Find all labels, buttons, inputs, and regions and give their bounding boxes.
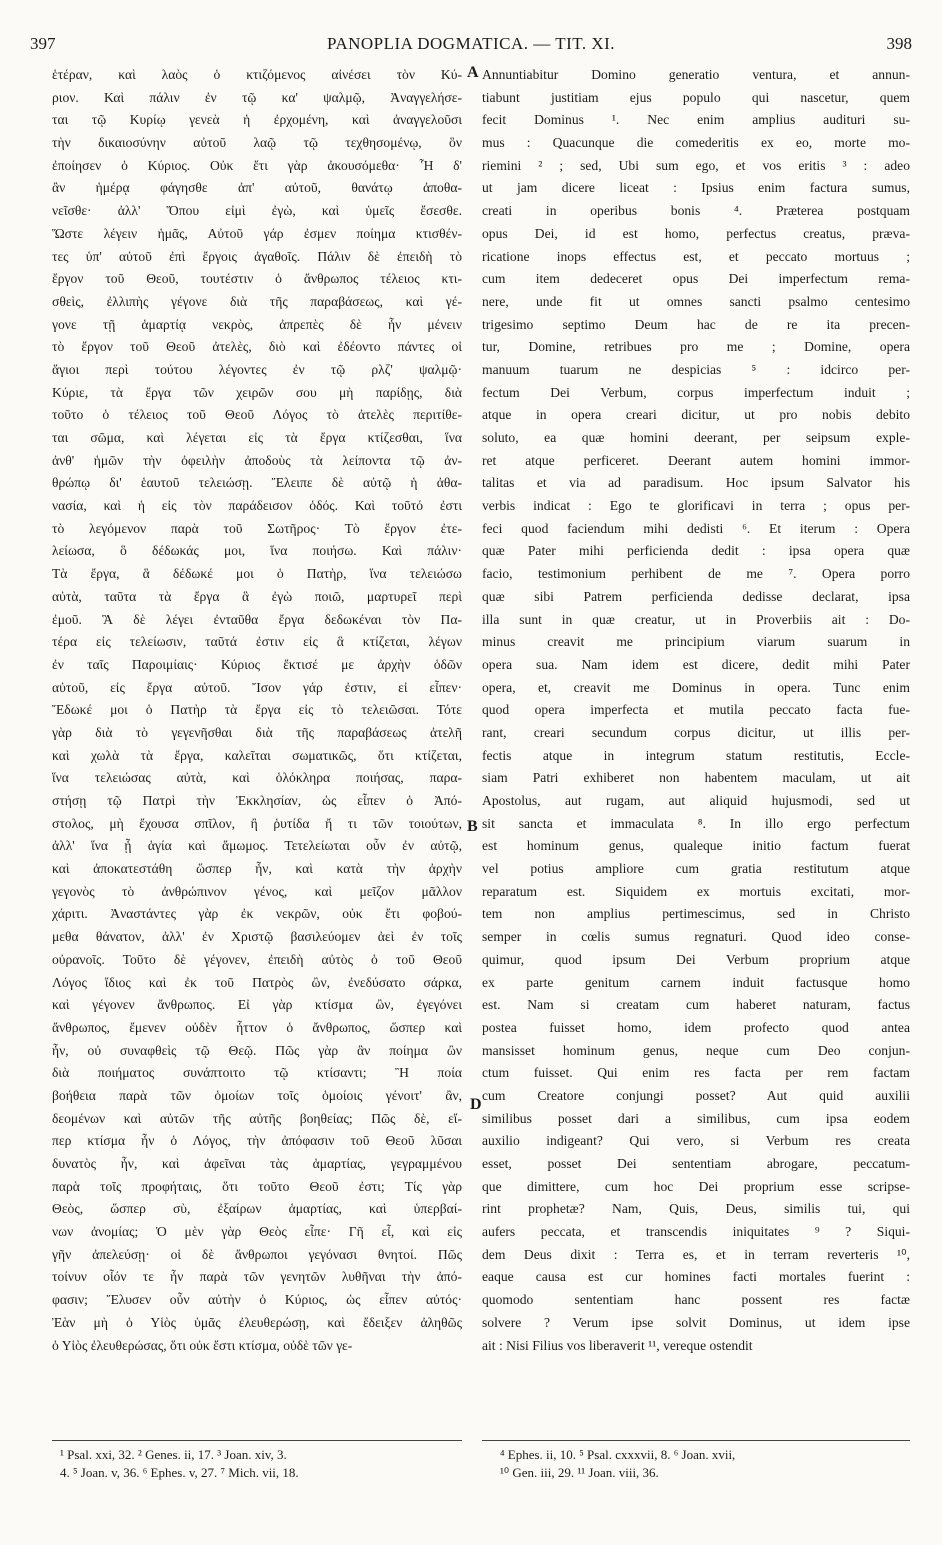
page-number-right: 398 — [886, 34, 912, 53]
greek-text-line: Τὰ ἔργα, ἃ δέδωκέ μοι ὁ Πατὴρ, ἵνα τελειώσω — [52, 566, 462, 582]
latin-text-line: similibus posset dari a similibus, cum ipsa eodem — [482, 1110, 910, 1126]
column-marker-a: A — [467, 64, 479, 81]
greek-text-line: γονε τῇ ἁμαρτίᾳ νεκρὸς, ἀπρεπὲς δὲ ἦν μένειν — [52, 316, 462, 332]
greek-text-line: παρὰ τοῖς προφήταις, ὅτι τοῦτο Θεοῦ ἐστι; Τίς γὰρ — [52, 1178, 462, 1194]
greek-text-line: νασία, καὶ ἡ εἰς τὸν παράδεισον ὁδός. Καὶ τοῦτό ἐστι — [52, 498, 462, 514]
greek-text-line: Θεὸς, ὥσπερ σὺ, ἐξαίρων ἁμαρτίας, καὶ ὑπερβαί- — [52, 1201, 462, 1217]
greek-text-line: γῆν ἀπελεύσῃ· οἱ δὲ ἄνθρωποι γεγόνασι θνητοί. Πῶς — [52, 1246, 462, 1262]
greek-text-line: στολος, μὴ ἔχουσα σπῖλον, ἢ ῥυτίδα ἤ τι τῶν τοιούτων, — [52, 815, 462, 831]
greek-text-line: νεῖσθε· ἀλλ' Ὅπου εἰμὶ ἐγὼ, καὶ ὑμεῖς ἔσεσθε. — [52, 203, 462, 219]
latin-text-line: opera, et, creavit me Dominus in opera. Tunc enim — [482, 679, 910, 695]
greek-text-line: θρώπῳ δι' ἑαυτοῦ τελειώσῃ. Ἔλειπε δὲ αὐτῷ ἡ ἀθα- — [52, 475, 462, 491]
greek-text-line: Ὥστε λέγειν ἡμᾶς, Αὐτοῦ γάρ ἐσμεν ποίημα κτισθέν- — [52, 225, 462, 241]
latin-text-line: ut jam dicere liceat : Ipsius enim factura sumus, — [482, 180, 910, 196]
greek-text-line: ριον. Καὶ πάλιν ἐν τῷ κα' ψαλμῷ, Ἀναγγελήσε- — [52, 89, 462, 105]
latin-text-line: semper in cœlis sumus regnaturi. Quod ideo conse- — [482, 929, 910, 945]
footnotes-left — [60, 1446, 460, 1482]
greek-text-line: βοήθεια παρὰ τῶν ὁμοίων τοῖς ὁμοίοις γένοιτ' ἂν, — [52, 1087, 462, 1103]
latin-text-line: fectis atque in integrum statum restitutis, Eccle- — [482, 747, 910, 763]
latin-text-line: eaque causa est cur homines facti mortales fuerint : — [482, 1269, 910, 1285]
latin-text-line: minus creavit me principium viarum suarum in — [482, 634, 910, 650]
latin-text-line: aufers peccata, et transcendis iniquitates ⁹ ? Siqui- — [482, 1224, 910, 1240]
latin-text-line: Apostolus, aut rugam, aut aliquid hujusmodi, sed ut — [482, 793, 910, 808]
greek-text-line: Κύριε, τὰ ἔργα τῶν χειρῶν σου μὴ παρίδῃς, διὰ — [52, 384, 462, 400]
greek-text-line: γεγονὸς τὸ ἀνθρώπινον γένος, καὶ μεῖζον μᾶλλον — [52, 883, 462, 899]
greek-text-line: ἅγιοι περὶ τούτου λέγοντες ἐν τῷ ρλζ' ψαλμῷ· — [52, 361, 462, 377]
greek-text-line: καὶ ἀποκατεστάθη ὥσπερ ἦν, καὶ κατὰ τὴν ἀρχὴν — [52, 861, 462, 877]
greek-text-line: χάριτι. Ἀναστάντες γὰρ ἐκ νεκρῶν, οὐκ ἔτι φοβού- — [52, 906, 462, 922]
latin-text-line: fectum Dei Verbum, corpus imperfectum induit ; — [482, 384, 910, 400]
latin-text-line: opus Dei, id est homo, perfectus creatus, præva- — [482, 225, 910, 241]
latin-text-line: siam Patri exhiberet non habentem maculam, ut ait — [482, 770, 910, 786]
latin-text-line: illa sunt in quæ creatur, ut in Proverbiis ait : Do- — [482, 611, 910, 627]
latin-text-line: ret atque perficeret. Deerant autem homini immor- — [482, 452, 910, 468]
footnote-line: ¹ Psal. xxi, 32. ² Genes. ii, 17. ³ Joan. xiv, 3. — [60, 1447, 287, 1462]
latin-text-line: mus : Quacunque die comederitis ex eo, morte mo- — [482, 135, 910, 151]
column-marker-b: B — [467, 818, 478, 835]
running-header — [30, 34, 912, 60]
latin-text-line: feci quod faciendum mihi dedisti ⁶. Et iterum : Opera — [482, 520, 910, 536]
greek-text-line: ἄνθρωπος, ἔμενεν οὐδὲν ἧττον ὁ ἄνθρωπος, ὥσπερ καὶ — [52, 1019, 462, 1035]
greek-text-line: Ἐὰν μὴ ὁ Υἱὸς ὑμᾶς ἐλευθερώσῃ, καὶ ἔδειξεν ἀληθῶς — [52, 1314, 462, 1330]
latin-text-line: riemini ² ; sed, Ubi sum ego, et vos eritis ³ : adeo — [482, 157, 910, 173]
latin-text-line: nere, unde fit ut omnes sancti psalmo centesimo — [482, 293, 910, 309]
latin-text-line: est hominum genus, qualeque initio factum fuerat — [482, 838, 910, 854]
latin-text-line: mansisset hominum genus, neque cum Deo conjun- — [482, 1042, 910, 1058]
latin-text-line: facio, testimonium perhibent de me ⁷. Opera porro — [482, 566, 910, 582]
latin-text-line: ricatione inops effectus est, et peccato mortuus ; — [482, 248, 910, 264]
greek-text-line: τὸ λεγόμενον παρὰ τοῦ Σωτῆρος· Τὸ ἔργον ἐτε- — [52, 520, 462, 536]
greek-text-line: νων ἀνομίας; Ὁ μὲν γὰρ Θεὸς εἶπε· Γῆ εἶ, καὶ εἰς — [52, 1224, 462, 1240]
latin-text-line: talitas et via ad paradisum. Hoc ipsum Salvator his — [482, 475, 910, 491]
latin-text-line: verbis indicat : Ego te glorificavi in terra ; opus per- — [482, 498, 910, 514]
latin-text-line: esset, posset Dei sententiam abrogare, peccatum- — [482, 1156, 910, 1171]
latin-text-line: opera sua. Nam idem est dicere, dedit mihi Pater — [482, 656, 910, 672]
greek-text-line: περ κτίσμα ἦν ὁ Λόγος, τὴν ἀπόφασιν τοῦ Θεοῦ λῦσαι — [52, 1133, 462, 1149]
greek-text-line: τοῦτο ὁ τέλειος τοῦ Θεοῦ Λόγος τὸ ἀτελὲς περιτίθε- — [52, 407, 462, 423]
latin-text-line: postea fuisset homo, idem profecto quod antea — [482, 1019, 910, 1035]
footnote-line: 4. ⁵ Joan. v, 36. ⁶ Ephes. v, 27. ⁷ Mich. vii, 18. — [60, 1465, 299, 1480]
greek-text-line: σθεὶς, ἐλλιπὴς γέγονε διὰ τῆς παραβάσεως, καὶ γέ- — [52, 293, 462, 309]
latin-text-line: est. Nam si creatam cum haberet naturam, factus — [482, 997, 910, 1013]
greek-text-line: μεθα θάνατον, ἀλλ' ἐν Χριστῷ βασιλεύομεν ἀεὶ ἐν τοῖς — [52, 929, 462, 945]
latin-text-line: Annuntiabitur Domino generatio ventura, et annun- — [482, 67, 910, 82]
latin-text-column — [482, 64, 910, 1357]
greek-text-line: τὴν δικαιοσύνην αὐτοῦ λαῷ τῷ τεχθησομένῳ, ὃν — [52, 135, 462, 151]
greek-text-line: καὶ χωλὰ τὰ ἔργα, καλεῖται σωματικῶς, ὅτι κτίζεται, — [52, 747, 462, 763]
latin-text-line: tur, Domine, retribues pro me ; Domine, opera — [482, 339, 910, 355]
latin-text-line: quæ sibi Patrem perficienda dedisse declarat, ipsa — [482, 588, 910, 604]
latin-text-line: cum Creatore conjungi posset? Aut quid auxilii — [482, 1087, 910, 1103]
greek-text-line: ται τῷ Κυρίῳ γενεὰ ἡ ἐρχομένη, καὶ ἀναγγελοῦσι — [52, 112, 462, 128]
greek-text-line: ἵνα τελειώσας αὐτὰ, καὶ ὁλόκληρα ποιήσας, παρα- — [52, 770, 462, 786]
latin-text-line: tem non amplius pertimescimus, sed in Christo — [482, 906, 910, 922]
latin-text-line: ait : Nisi Filius vos liberaverit ¹¹, vereque ostendit — [482, 1337, 753, 1353]
latin-text-line: solvere ? Verum ipse solvit Dominus, ut idem ipse — [482, 1314, 910, 1330]
greek-text-line: ἐποίησεν ὁ Κύριος. Οὐκ ἔτι γὰρ ἀκουσόμεθα· Ἧ δ' — [52, 157, 462, 173]
latin-text-line: creati in operibus bonis ⁴. Præterea postquam — [482, 203, 910, 219]
greek-text-line: αὐτὰ, ταῦτα τὰ ἔργα ἃ ἐγὼ ποιῶ, μαρτυρεῖ περὶ — [52, 588, 462, 604]
footnotes-right — [500, 1446, 910, 1482]
greek-text-line: ἔργον τοῦ Θεοῦ, τουτέστιν ὁ ἄνθρωπος τέλειος κτι- — [52, 271, 462, 287]
footnote-rule-right — [482, 1440, 910, 1441]
footnote-line: ¹⁰ Gen. iii, 29. ¹¹ Joan. viii, 36. — [500, 1465, 659, 1480]
greek-text-line: Ἔδωκέ μοι ὁ Πατὴρ τὰ ἔργα εἰς τὸ τελειῶσαι. Τότε — [52, 702, 462, 718]
latin-text-line: ctum fuisset. Qui enim res facta per rem factam — [482, 1065, 910, 1081]
greek-text-line: γὰρ διὰ τὸ γεγενῆσθαι διὰ τῆς παραβάσεως ἀτελῆ — [52, 724, 462, 740]
greek-text-line: ἀλλ' ἵνα ᾖ ἁγία καὶ ἄμωμος. Τετελείωται οὖν ἐν αὐτῷ, — [52, 838, 462, 854]
footnote-rule-left — [52, 1440, 462, 1441]
greek-text-line: οὐρανοῖς. Τοῦτο δὲ γέγονεν, ἐπειδὴ αὐτὸς ὁ τοῦ Θεοῦ — [52, 951, 462, 967]
latin-text-line: quod opera imperfecta et mutila peccato facta fue- — [482, 702, 910, 718]
latin-text-line: rant, creari secundum corpus dicitur, ut illis per- — [482, 724, 910, 740]
greek-text-line: ἐν ταῖς Παροιμίαις· Κύριος ἔκτισέ με ἀρχὴν ὁδῶν — [52, 656, 462, 672]
latin-text-line: quimur, quod ipsum Dei Verbum proprium atque — [482, 951, 910, 967]
latin-text-line: dem Deus dixit : Terra es, et in terram reverteris ¹⁰, — [482, 1246, 910, 1262]
greek-text-line: λείωσα, ὃ δέδωκάς μοι, ἵνα ποιήσω. Καὶ πάλιν· — [52, 543, 462, 559]
greek-text-line: δυνατὸς ἦν, καὶ ἀφεῖναι τὰς ἁμαρτίας, γεγραμμένου — [52, 1156, 462, 1171]
greek-text-line: τες ὑπ' αὐτοῦ ἐπὶ ἔργοις ἀγαθοῖς. Πάλιν δὲ ἐπειδὴ τὸ — [52, 248, 462, 264]
latin-text-line: vel potius ampliore cum gratia restitutum atque — [482, 861, 910, 877]
running-title: PANOPLIA DOGMATICA. — TIT. XI. — [326, 34, 616, 53]
greek-text-line: τέρα εἰς τελείωσιν, ταῦτά ἐστιν εἰς ἃ κτίζεται, λέγων — [52, 634, 462, 650]
greek-text-line: αὐτοῦ, εἰς ἔργα αὐτοῦ. Ἴσον γάρ ἐστιν, εἰ εἶπεν· — [52, 679, 462, 695]
greek-text-line: διὰ ποιήματος συνάπτοιτο τῷ κτίσαντι; Ἢ ποία — [52, 1065, 462, 1081]
latin-text-line: sit sancta et immaculata ⁸. In illo ergo perfectum — [482, 815, 910, 831]
latin-text-line: auxilio indigeant? Qui vero, si Verbum res creata — [482, 1133, 910, 1149]
latin-text-line: cum item dedeceret opus Dei imperfectum rema- — [482, 271, 910, 287]
greek-text-line: Λόγος ἴδιος καὶ ἐκ τοῦ Πατρὸς ὢν, ἐνεδύσατο σάρκα, — [52, 974, 462, 990]
greek-text-line: καὶ γέγονεν ἄνθρωπος. Εἰ γὰρ κτίσμα ὢν, ἐγεγόνει — [52, 997, 462, 1013]
greek-text-line: ἐμοῦ. Ἃ δὲ λέγει ἐνταῦθα ἔργα δεδωκέναι τὸν Πα- — [52, 611, 462, 627]
greek-text-line: δεομένων καὶ αὐτῶν τῆς αὐτῆς βοηθείας; Πῶς δὲ, εἴ- — [52, 1110, 462, 1126]
column-marker-d: D — [470, 1096, 482, 1113]
greek-text-line: ἀνθ' ἡμῶν τὴν ὀφειλὴν ἀποδοὺς τὰ λείποντα τῷ ἀν- — [52, 452, 462, 468]
greek-text-line: ἑτέραν, καὶ λαὸς ὁ κτιζόμενος αἰνέσει τὸν Κύ- — [52, 67, 462, 82]
greek-text-line: τοίνυν οἷόν τε ἦν παρὰ τῶν γενητῶν λυθῆναι τὴν ἀπό- — [52, 1269, 462, 1285]
latin-text-line: quomodo sententiam hanc possent res factæ — [482, 1292, 910, 1308]
latin-text-line: reparatum est. Siquidem ex mortuis excitati, mor- — [482, 883, 910, 899]
latin-text-line: rint prophetæ? Nam, Quis, Deus, similis tui, qui — [482, 1201, 910, 1217]
latin-text-line: quæ Pater mihi perficienda dedit : ipsa opera quæ — [482, 543, 910, 559]
greek-text-column — [52, 64, 462, 1357]
page-number-left: 397 — [30, 34, 56, 53]
greek-text-line: ἦν, οὐ συναφθεὶς τῷ Θεῷ. Πῶς γὰρ ἂν ποίημα ὢν — [52, 1042, 462, 1058]
greek-text-line: ται σῶμα, καὶ λέγεται εἰς τὰ ἔργα κτίζεσθαι, ἵνα — [52, 430, 462, 445]
greek-text-line: φασιν; Ἔλυσεν οὖν αὐτὴν ὁ Κύριος, ὡς εἶπεν αὐτός· — [52, 1292, 462, 1308]
latin-text-line: que dimittere, cum hoc Dei proprium esse scripse- — [482, 1178, 910, 1194]
latin-text-line: ex parte genitum carnem induit factusque homo — [482, 974, 910, 990]
greek-text-line: ἂν ἡμέρᾳ φάγησθε ἀπ' αὐτοῦ, θανάτῳ ἀποθα- — [52, 180, 462, 196]
latin-text-line: atque in opera creari dicitur, ut pro nobis debito — [482, 407, 910, 423]
latin-text-line: tiabunt justitiam ejus populo qui nascetur, quem — [482, 89, 910, 105]
latin-text-line: trigesimo septimo Deum hac de re ita precen- — [482, 316, 910, 332]
latin-text-line: manuum tuarum ne despicias ⁵ : idcirco per- — [482, 361, 910, 377]
footnote-line: ⁴ Ephes. ii, 10. ⁵ Psal. cxxxvii, 8. ⁶ Joan. xvii, — [500, 1447, 736, 1462]
greek-text-line: τὸ ἔργον τοῦ Θεοῦ ἀτελὲς, διὸ καὶ ἐδέοντο πάντες οἱ — [52, 339, 462, 355]
latin-text-line: fecit Dominus ¹. Nec enim amplius audituri su- — [482, 112, 910, 128]
greek-text-line: ὁ Υἱὸς ἐλευθερώσας, ὅτι οὐκ ἔστι κτίσμα, οὐδὲ τῶν γε- — [52, 1337, 353, 1353]
latin-text-line: soluto, ea quæ homini deerant, per seipsum exple- — [482, 430, 910, 445]
greek-text-line: στήσῃ τῷ Πατρὶ τὴν Ἐκκλησίαν, ὡς εἶπεν ὁ Ἀπό- — [52, 793, 462, 808]
